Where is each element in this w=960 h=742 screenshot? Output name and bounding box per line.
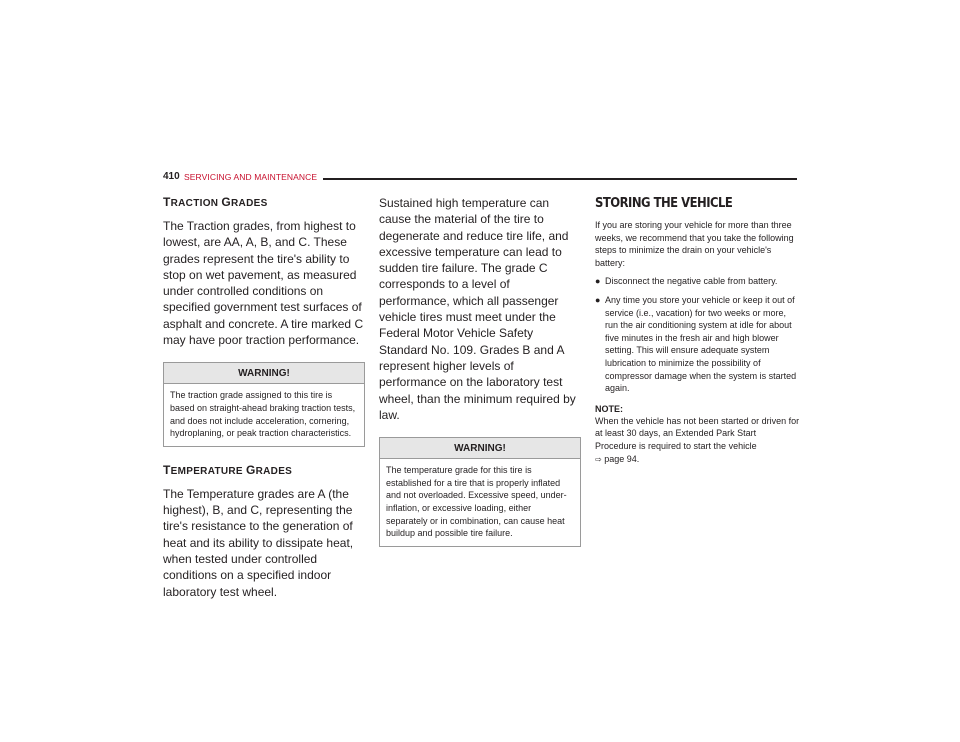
storing-steps-list <box>595 275 800 394</box>
header-divider <box>323 178 797 180</box>
bullet-dot-icon: ● <box>595 294 601 305</box>
temperature-grades-body: The Temperature grades are A (the highest), B, and C, representing the tire's resistance to the generation of heat and its ability to dissipate heat, when tested under controlled conditions on a specified indoor laboratory test wheel. <box>163 486 354 599</box>
warning-title: WARNING! <box>380 438 580 459</box>
column-middle <box>379 195 581 563</box>
storing-intro: If you are storing your vehicle for more than three weeks, we recommend that you take the following steps to minimize the drain on your vehicle's battery: <box>595 220 794 268</box>
traction-grades-heading: TRACTION GRADES <box>163 195 268 209</box>
page-reference-arrow-icon: ⇨ <box>595 454 602 464</box>
column-left <box>163 195 365 600</box>
section-title: SERVICING AND MAINTENANCE <box>184 172 318 182</box>
note-text: When the vehicle has not been started or driven for at least 30 days, an Extended Park Start Procedure is required to start the vehicle ⇨ page 94. <box>595 415 800 464</box>
traction-warning-box <box>163 362 365 446</box>
storing-vehicle-heading: STORING THE VEHICLE <box>595 195 733 211</box>
page-header <box>163 171 797 185</box>
warning-text: The temperature grade for this tire is established for a tire that is properly inflated and not overloaded. Excessive speed, under-inflation, or excessive loading, either separately or in combination, can cause heat buildup and possible tire failure. <box>386 465 567 539</box>
note-label: NOTE: <box>595 403 623 414</box>
list-item: ● Disconnect the negative cable from battery. <box>595 276 778 287</box>
temperature-grades-heading: TEMPERATURE GRADES <box>163 462 293 477</box>
warning-text: The traction grade assigned to this tire is based on straight-ahead braking traction tests, and does not include acceleration, cornering, hydroplaning, or peak traction characteristics. <box>170 390 356 439</box>
list-item: ● Any time you store your vehicle or keep it out of service (i.e., vacation) for two weeks or more, run the air conditioning system at idle for about five minutes in the fresh air and high blower setting. This will ensure adequate system lubrication to minimize the possibility of compressor damage when the system is started again. <box>595 294 797 394</box>
warning-title: WARNING! <box>164 363 364 384</box>
traction-grades-body: The Traction grades, from highest to lowest, are AA, A, B, and C. These grades represent the tire's ability to stop on wet pavement, as measured under controlled conditions on specified government test surfaces of asphalt and concrete. A tire marked C may have poor traction performance. <box>163 219 364 348</box>
bullet-dot-icon: ● <box>595 276 601 287</box>
page-number: 410 <box>163 171 180 182</box>
column-right <box>595 195 800 472</box>
page-reference-link[interactable]: page 94. <box>604 453 640 464</box>
temperature-warning-box <box>379 437 581 547</box>
temperature-grades-body-continued: Sustained high temperature can cause the material of the tire to degenerate and reduce tire life, and excessive temperature can lead to sudden tire failure. The grade C corresponds to a level of performance, which all passenger vehicle tires must meet under the Federal Motor Vehicle Safety Standard No. 109. Grades B and A represent higher levels of performance on the laboratory test wheel, than the minimum required by law. <box>379 196 576 422</box>
